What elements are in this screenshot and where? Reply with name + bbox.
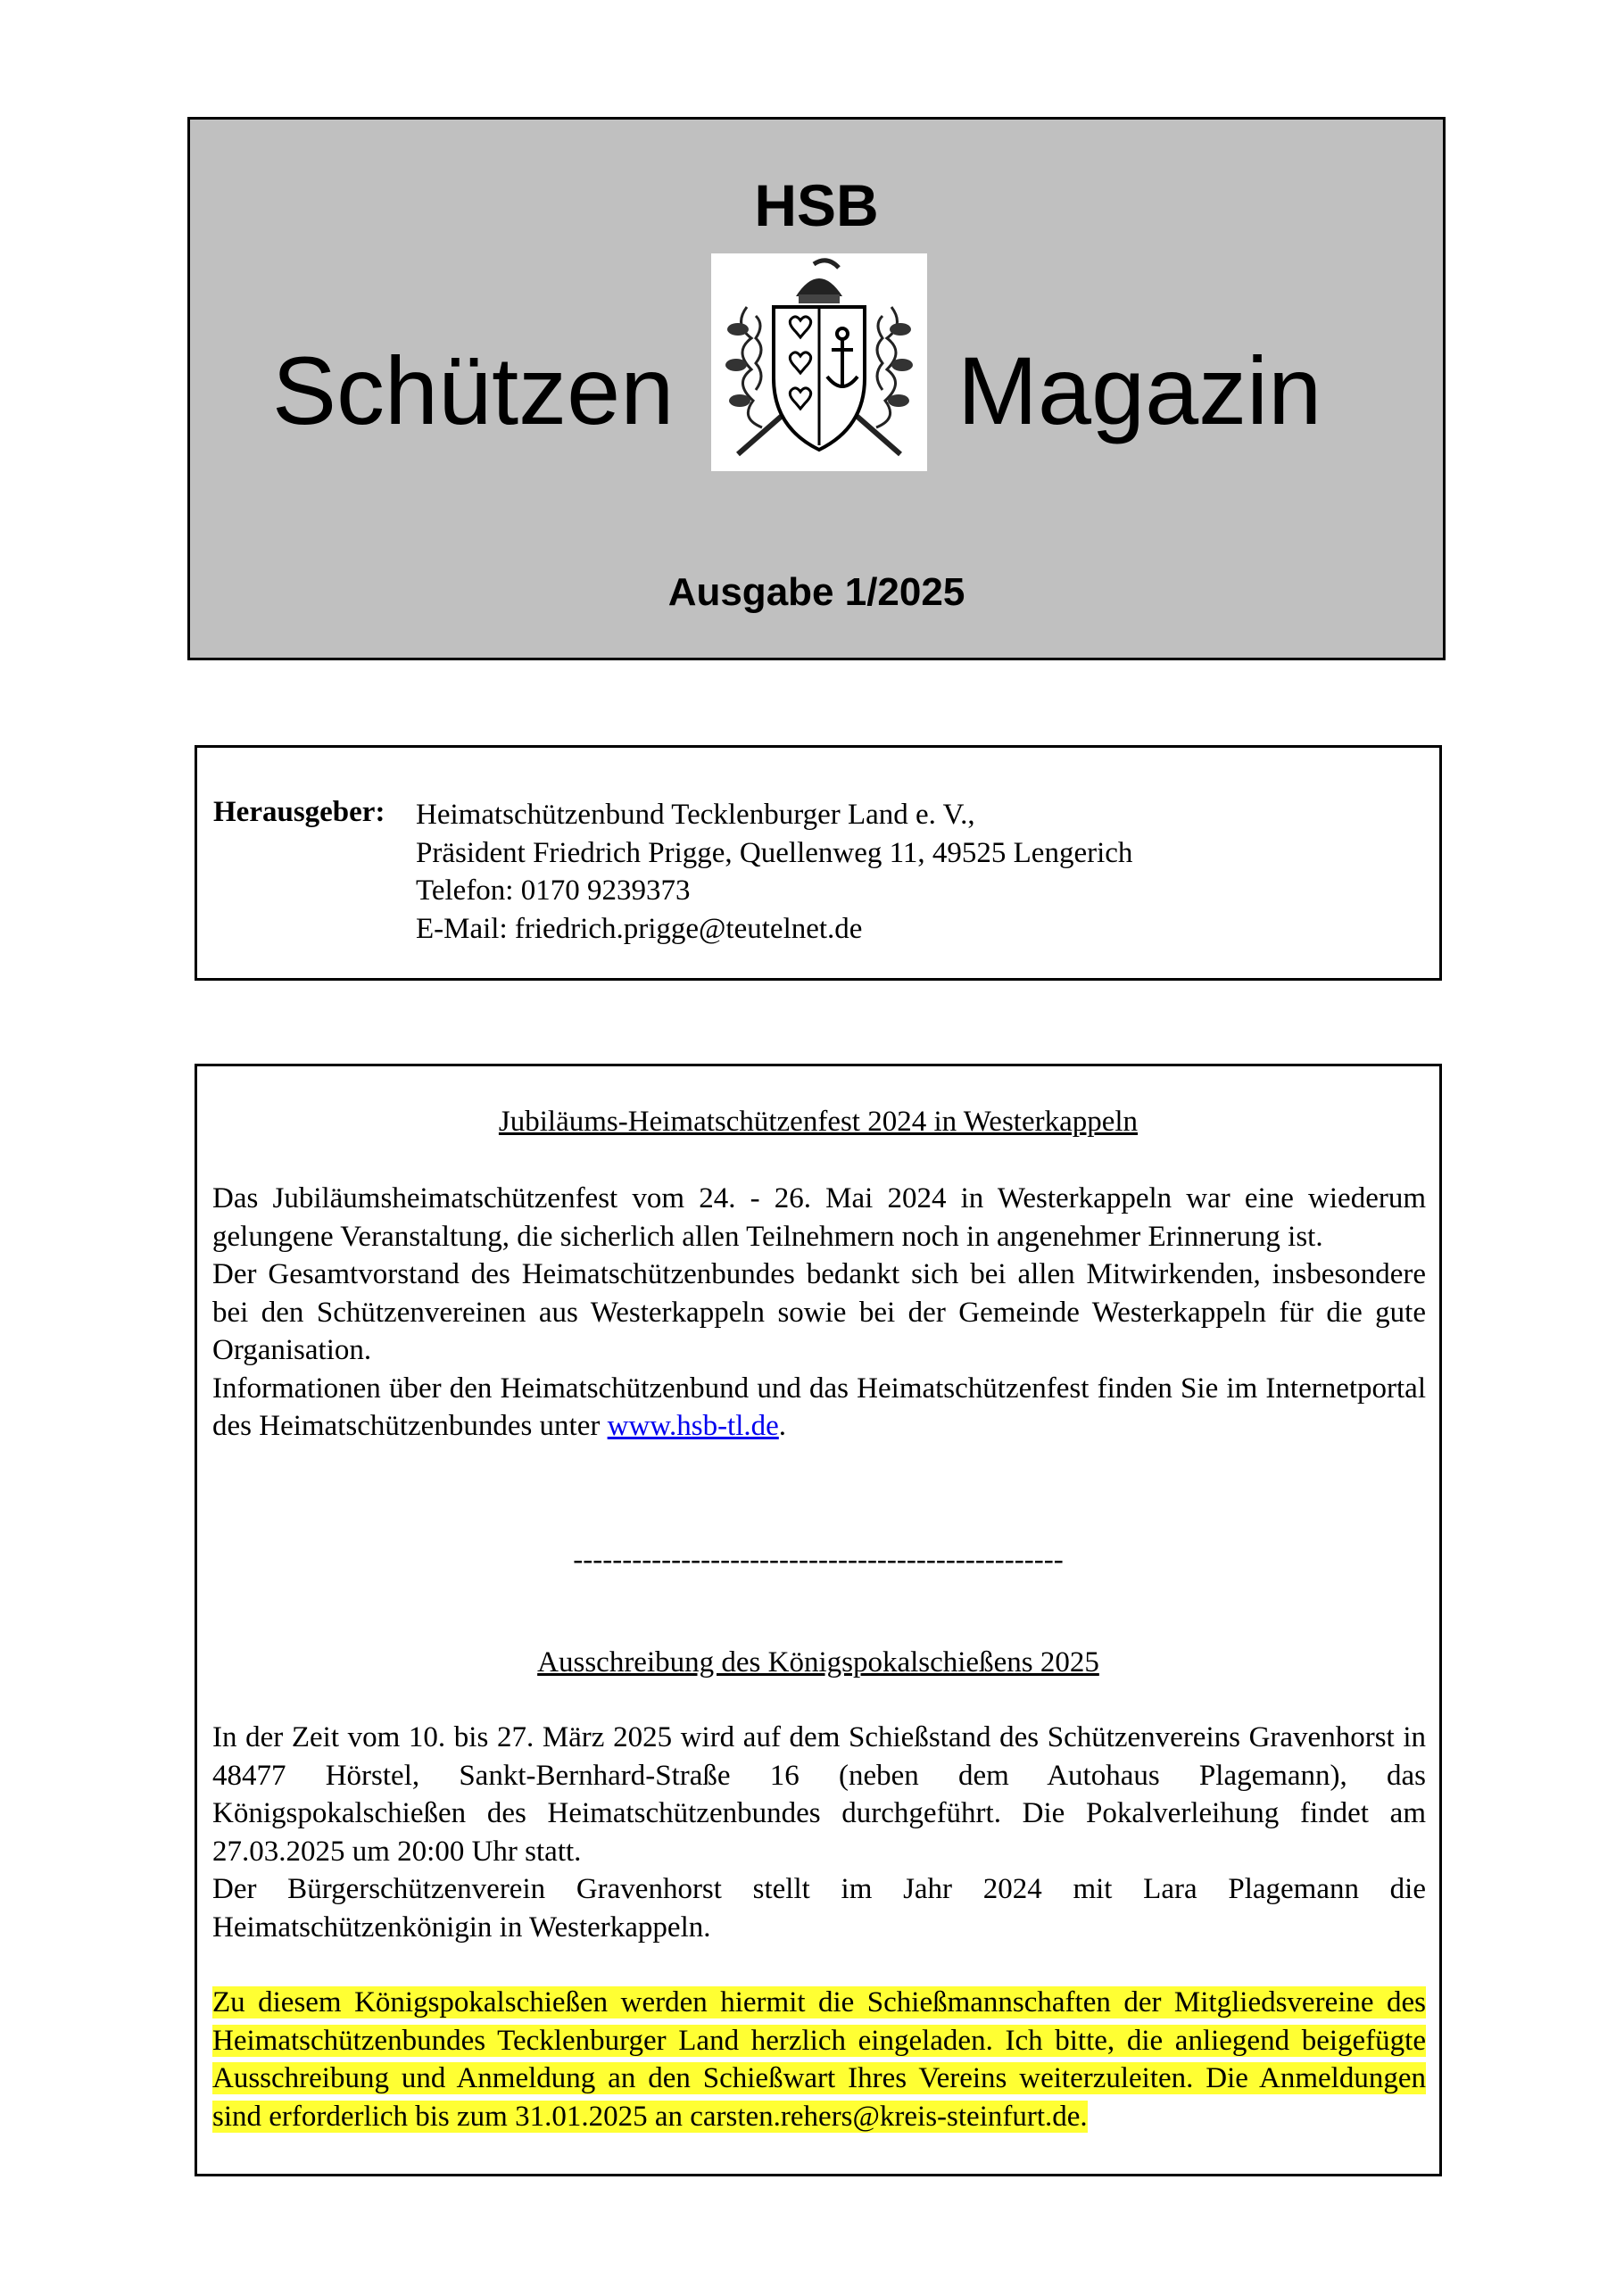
paragraph: In der Zeit vom 10. bis 27. März 2025 wird auf dem Schießstand des Schützenvereins Gravenhorst in 48477 Hörstel, Sankt-Bernhard-Straße 16 (neben dem Autohaus Plagemann), das Königspokalschießen des Heimatschützenbundes durchgeführt. Die Pokalverleihung findet am 27.03.2025 um 20:00 Uhr statt.	[212, 1721, 1426, 1868]
article-body-king-cup	[212, 1719, 1426, 1946]
publisher-label: Herausgeber:	[213, 796, 385, 828]
paragraph-end: .	[778, 1410, 787, 1442]
website-link[interactable]: www.hsb-tl.de	[607, 1410, 779, 1442]
content-box	[195, 1064, 1442, 2176]
publisher-line: Heimatschützenbund Tecklenburger Land e. V.,	[416, 799, 975, 831]
publisher-line: Telefon: 0170 9239373	[416, 874, 691, 907]
paragraph: Der Bürgerschützenverein Gravenhorst stellt im Jahr 2024 mit Lara Plagemann die Heimatschützenkönigin in Westerkappeln.	[212, 1873, 1426, 1944]
coat-of-arms-icon	[711, 253, 927, 471]
highlighted-paragraph	[212, 1984, 1426, 2135]
article-heading-jubilee: Jubiläums-Heimatschützenfest 2024 in Westerkappeln	[498, 1106, 1139, 1138]
paragraph: Der Gesamtvorstand des Heimatschützenbundes bedankt sich bei allen Mitwirkenden, insbesondere bei den Schützenvereinen aus Westerkappeln sowie bei der Gemeinde Westerkappeln für die gute Organisation.	[212, 1258, 1426, 1366]
paragraph	[212, 1370, 1426, 1446]
publisher-line: Präsident Friedrich Prigge, Quellenweg 11, 49525 Lengerich	[416, 836, 1133, 869]
article-heading-king-cup: Ausschreibung des Königspokalschießens 2025	[537, 1646, 1099, 1678]
magazine-header	[187, 117, 1446, 660]
org-abbreviation: HSB	[754, 172, 879, 238]
title-word-left: Schützen	[272, 336, 675, 444]
publisher-info	[195, 745, 1442, 981]
highlighted-text: Zu diesem Königspokalschießen werden hiermit die Schießmannschaften der Mitgliedsvereine des Heimatschützenbundes Tecklenburger Land herzlich eingeladen. Ich bitte, die anliegend beigefügte Ausschreibung und Anmeldung an den Schießwart Ihres Vereins weiterzuleiten. Die Anmeldungen sind erforderlich bis zum 31.01.2025 an carsten.rehers@kreis-steinfurt.de.	[212, 1986, 1426, 2133]
section-separator: --------------------------------------------------	[573, 1544, 1064, 1576]
article-body-jubilee	[212, 1180, 1426, 1446]
paragraph-text: Informationen über den Heimatschützenbund und das Heimatschützenfest finden Sie im Internetportal des Heimatschützenbundes unter	[212, 1372, 1426, 1442]
issue-number: Ausgabe 1/2025	[667, 570, 965, 614]
title-word-right: Magazin	[957, 336, 1322, 444]
invitation-notice	[212, 1984, 1426, 2135]
paragraph: Das Jubiläumsheimatschützenfest vom 24. - 26. Mai 2024 in Westerkappeln war eine wiederum gelungene Veranstaltung, die sicherlich allen Teilnehmern noch in angenehmer Erinnerung ist.	[212, 1182, 1426, 1253]
publisher-details	[416, 796, 1132, 948]
publisher-email: E-Mail: friedrich.prigge@teutelnet.de	[416, 912, 863, 945]
